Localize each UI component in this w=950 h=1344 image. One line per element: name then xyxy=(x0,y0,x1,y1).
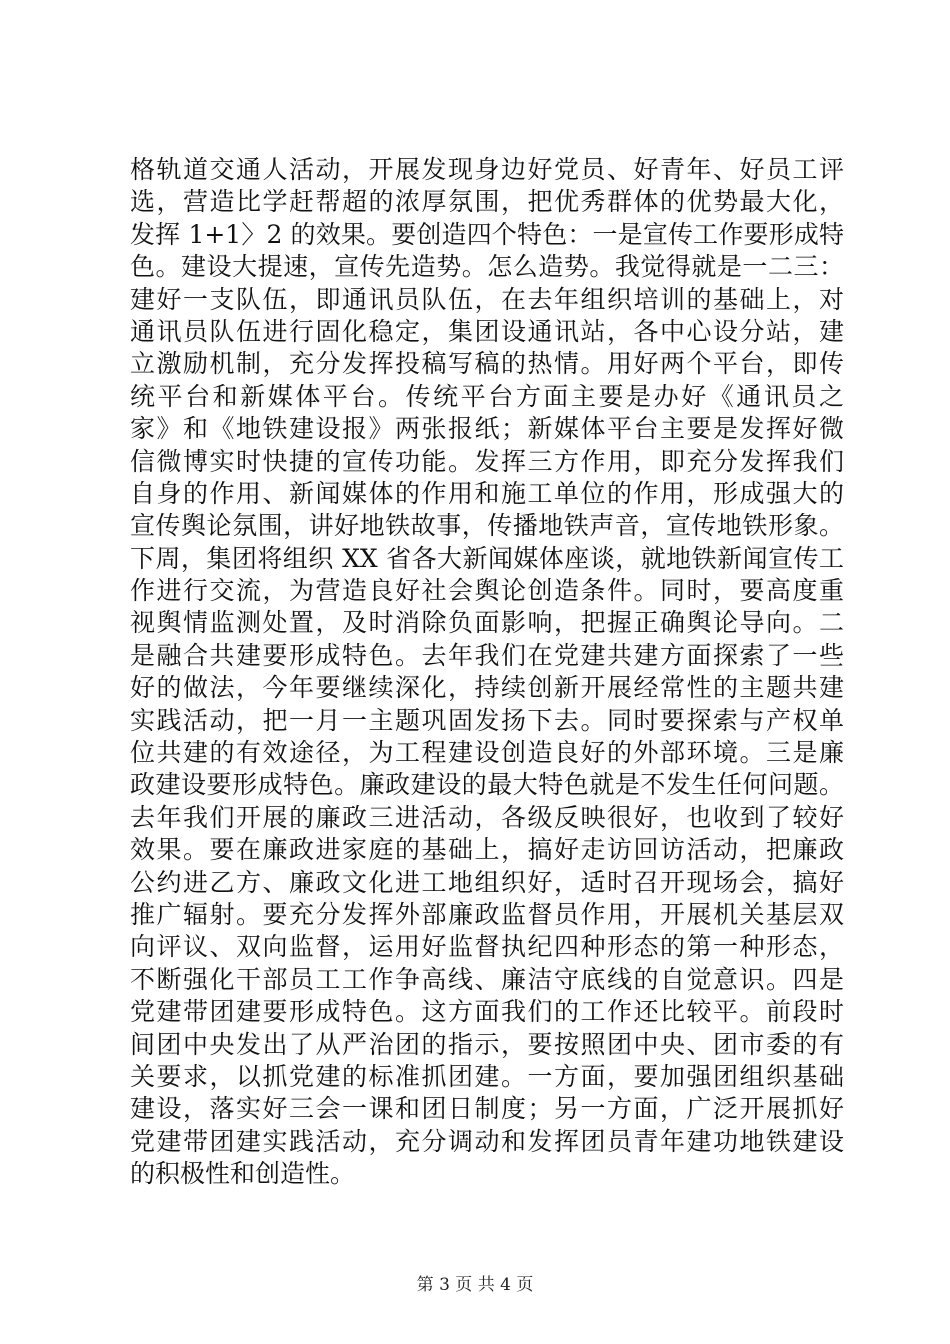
text-line: 公约进乙方、廉政文化进工地组织好，适时召开现场会，搞好 xyxy=(130,867,844,897)
text-line: 格轨道交通人活动，开展发现身边好党员、好青年、好员工评 xyxy=(130,155,844,184)
text-line: 立激励机制，充分发挥投稿写稿的热情。用好两个平台，即传 xyxy=(130,349,844,379)
text-line: 党建带团建要形成特色。这方面我们的工作还比较平。前段时 xyxy=(130,997,844,1027)
text-line: 位共建的有效途径，为工程建设创造良好的外部环境。三是廉 xyxy=(130,738,844,768)
text-line: 信微博实时快捷的宣传功能。发挥三方作用，即充分发挥我们 xyxy=(130,446,844,476)
text-line: 是融合共建要形成特色。去年我们在党建共建方面探索了一些 xyxy=(130,640,844,670)
text-line: 不断强化干部员工工作争高线、廉洁守底线的自觉意识。四是 xyxy=(130,964,844,994)
text-line: 效果。要在廉政进家庭的基础上，搞好走访回访活动，把廉政 xyxy=(130,835,844,865)
text-line: 建设，落实好三会一课和团日制度；另一方面，广泛开展抓好 xyxy=(130,1094,844,1124)
text-line: 宣传舆论氛围，讲好地铁故事，传播地铁声音，宣传地铁形象。 xyxy=(130,511,844,541)
text-line: 政建设要形成特色。廉政建设的最大特色就是不发生任何问题。 xyxy=(130,770,844,800)
text-line: 向评议、双向监督，运用好监督执纪四种形态的第一种形态， xyxy=(130,932,844,962)
text-line: 色。建设大提速，宣传先造势。怎么造势。我觉得就是一二三： xyxy=(130,252,844,282)
text-line: 自身的作用、新闻媒体的作用和施工单位的作用，形成强大的 xyxy=(130,478,844,508)
text-line: 统平台和新媒体平台。传统平台方面主要是办好《通讯员之 xyxy=(130,381,844,411)
text-line: 家》和《地铁建设报》两张报纸；新媒体平台主要是发挥好微 xyxy=(130,414,844,444)
text-line: 的积极性和创造性。 xyxy=(130,1159,356,1189)
text-line: 作进行交流，为营造良好社会舆论创造条件。同时，要高度重 xyxy=(130,576,844,606)
text-line: 推广辐射。要充分发挥外部廉政监督员作用，开展机关基层双 xyxy=(130,899,844,929)
text-line: 建好一支队伍，即通讯员队伍，在去年组织培训的基础上，对 xyxy=(130,284,844,314)
text-line: 关要求，以抓党建的标准抓团建。一方面，要加强团组织基础 xyxy=(130,1061,844,1091)
text-line: 党建带团建实践活动，充分调动和发挥团员青年建功地铁建设 xyxy=(130,1126,844,1156)
text-line: 去年我们开展的廉政三进活动，各级反映很好，也收到了较好 xyxy=(130,802,844,832)
page-number-footer: 第 3 页 共 4 页 xyxy=(416,1275,534,1295)
body-text xyxy=(130,154,844,1191)
text-line: 间团中央发出了从严治团的指示，要按照团中央、团市委的有 xyxy=(130,1029,844,1059)
text-line: 通讯员队伍进行固化稳定，集团设通讯站，各中心设分站，建 xyxy=(130,316,844,346)
text-line: 好的做法，今年要继续深化，持续创新开展经常性的主题共建 xyxy=(130,673,844,703)
text-line: 下周，集团将组织 XX 省各大新闻媒体座谈，就地铁新闻宣传工 xyxy=(130,543,844,573)
text-line: 视舆情监测处置，及时消除负面影响，把握正确舆论导向。二 xyxy=(130,608,844,638)
text-line: 选，营造比学赶帮超的浓厚氛围，把优秀群体的优势最大化， xyxy=(130,187,844,217)
text-line: 发挥 1+1〉2 的效果。要创造四个特色：一是宣传工作要形成特 xyxy=(130,219,844,249)
text-line: 实践活动，把一月一主题巩固发扬下去。同时要探索与产权单 xyxy=(130,705,844,735)
